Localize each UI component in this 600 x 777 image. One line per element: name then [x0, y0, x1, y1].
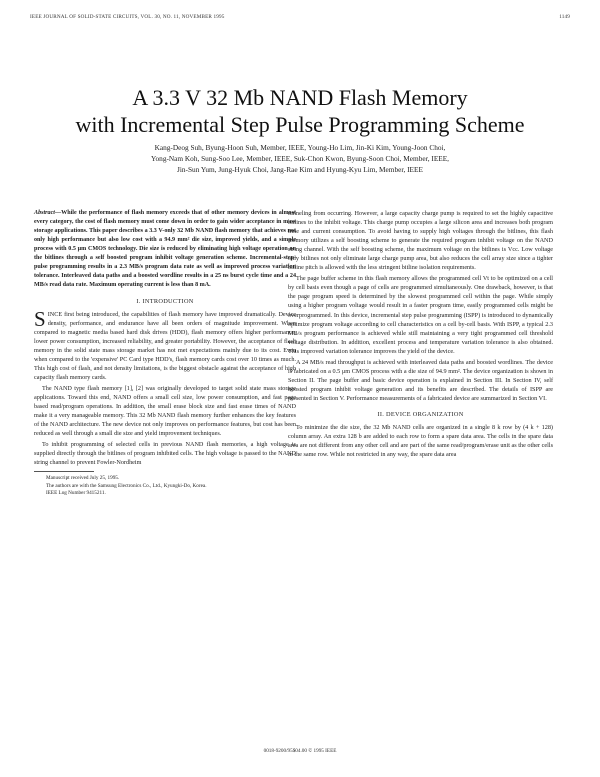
abstract-text: While the performance of flash memory exceeds that of other memory devices in almost every category, the cost of flash memory must come down in order to gain wider acceptance in mass storage applications. This paper describes a 3.3 V-only 32 Mb NAND flash memory that achieves not only high performance but also low cost with a 94.9 mm² die size, improved yields, and a simple process with 0.5 μm CMOS technology. Die size is reduced by eliminating high voltage operation on the bitlines through a self boosted program inhibit voltage generation scheme. Incremental-step-pulse programming results in a 2.3 MB/s program data rate as well as improved process variation tolerance. Interleaved data paths and a boosted wordline results in a 25 ns burst cycle time and a 24 MB/s read data rate. Maximum operating current is less than 8 mA.: [34, 210, 296, 288]
page-number: 1149: [559, 14, 570, 20]
intro-paragraph-text: INCE first being introduced, the capabilities of flash memory have improved dramatically. Device density, performance, and endurance have all been orders of magnitude improvement. When compared to magnetic media based hard disk drives (HDD), flash memory offers higher performance, lower power consumption, increased reliability, and greater portability. However, the acceptance of flash memory in the solid state mass storage market has not met expectations mainly due to its cost. Even when compared to the 'expensive' PC Card type HDD's, flash memory cards cost over 10 times as much. This high cost of flash, and not density limitations, is the biggest obstacle against the acceptance of high capacity flash memory cards.: [34, 310, 296, 381]
running-header: [30, 14, 570, 26]
title-line-1: A 3.3 V 32 Mb NAND Flash Memory: [132, 85, 468, 110]
author-line: Yong-Nam Koh, Sung-Soo Lee, Member, IEEE, Suk-Chon Kwon, Byung-Soon Choi, Member, IEEE,: [150, 154, 450, 164]
journal-citation: IEEE JOURNAL OF SOLID-STATE CIRCUITS, VOL. 30, NO. 11, NOVEMBER 1995: [30, 14, 225, 20]
drop-cap: S: [34, 306, 46, 331]
abstract: [34, 209, 296, 290]
copyright-footer: 0018-9200/95$04.00 © 1995 IEEE: [263, 748, 337, 754]
body-paragraph: The page buffer scheme in this flash memory allows the programmed cell Vt to be optimized on a cell by cell basis even though a page of cells are programmed simultaneously. One drawback, however, is that the page program speed is determined by the slowest programmed cell within the page. While simply using a higher program voltage would result in a faster program time, easily programmed cells might be overprogrammed. In this device, incremental step pulse programming (ISPP) is introduced to dynamically optimize program voltage according to cell characteristics on a cell by-cell basis. With ISPP, a typical 2.3 MB/s program performance is achieved while still maintaining a very tight programmed cell threshold voltage distribution. In addition, excellent process and temperature variation tolerance is also obtained. This improved variation tolerance improves the yield of the device.: [288, 275, 553, 355]
title-line-2: with Incremental Step Pulse Programming Scheme: [75, 112, 525, 137]
intro-paragraph: The NAND type flash memory [1], [2] was originally developed to target solid state mass storage applications. Toward this end, NAND offers a small cell size, low power consumption, and fast page based read/program operations. In addition, the small erase block size and fast erase times of NAND make it a very manageable memory. This 32 Mb NAND flash memory further enhances the key features of the NAND architecture. The new device not only improves on performance features, but cost has been reduced as well through a small die size and yield improvement techniques.: [34, 385, 296, 438]
footnote-line: IEEE Log Number 9415211.: [46, 489, 106, 496]
right-column: [288, 209, 553, 461]
body-paragraph: tunneling from occurring. However, a large capacity charge pump is required to set the highly capacitive bitlines to the inhibit voltage. This charge pump occupies a large silicon area and increases both program time and current consumption. To avoid having to supply high voltages through the bitlines, this flash memory utilizes a self boosting scheme to generate the required program inhibit voltage on the NAND string channel. With the self boosting scheme, the maximum voltage on the bitlines is Vcc. Low voltage only bitlines not only eliminate large charge pump area, but also reduces the cell array size since a tighter bitline pitch is allowed with the less stringent bitline isolation requirements.: [288, 210, 553, 272]
left-column: [34, 209, 296, 497]
intro-paragraph: [34, 306, 296, 382]
footnote-line: Manuscript received July 25, 1995.: [46, 475, 120, 482]
author-line: Kang-Deog Suh, Byung-Hoon Suh, Member, IEEE, Young-Ho Lim, Jin-Ki Kim, Young-Joon Choi,: [154, 143, 446, 152]
body-paragraph: A 24 MB/s read throughput is achieved with interleaved data paths and boosted wordlines. The device is fabricated on a 0.5 μm CMOS process with a die size of 94.9 mm². The device organization is shown in Section II. The page buffer and basic device operation is explained in Section III. In Section IV, self boosted program inhibit voltage generation and its benefits are described. The details of ISPP are presented in Section V. Performance measurements of a fabricated device are summarized in Section VI.: [288, 358, 553, 402]
abstract-label: Abstract—: [34, 210, 62, 216]
author-line: Jin-Sun Yum, Jung-Hyuk Choi, Jang-Rae Kim and Hyung-Kyu Lim, Member, IEEE: [177, 165, 423, 175]
paper-title: [30, 84, 570, 138]
section-heading-introduction: I. INTRODUCTION: [136, 297, 194, 305]
section-heading-device-organization: II. DEVICE ORGANIZATION: [377, 410, 464, 418]
body-paragraph: To minimize the die size, the 32 Mb NAND cells are organized in a single 8 k row by (4 k + 128) column array. An extra 128 b are added to each row to form a spare data area. The cells in the spare data area are not different from any other cell and are part of the same read/program/erase unit as the other cells in the same row. While not restricted in any way, the spare data area: [288, 424, 553, 459]
intro-paragraph: To inhibit programming of selected cells in previous NAND flash memories, a high voltage is supplied directly through the bitlines of program inhibited cells. The high voltage is passed to the NAND string channel to prevent Fowler-Nordheim: [34, 441, 296, 467]
author-list: [50, 142, 550, 176]
footnote-line: The authors are with the Samsung Electronics Co., Ltd., Kyungki-Do, Korea.: [46, 482, 207, 489]
